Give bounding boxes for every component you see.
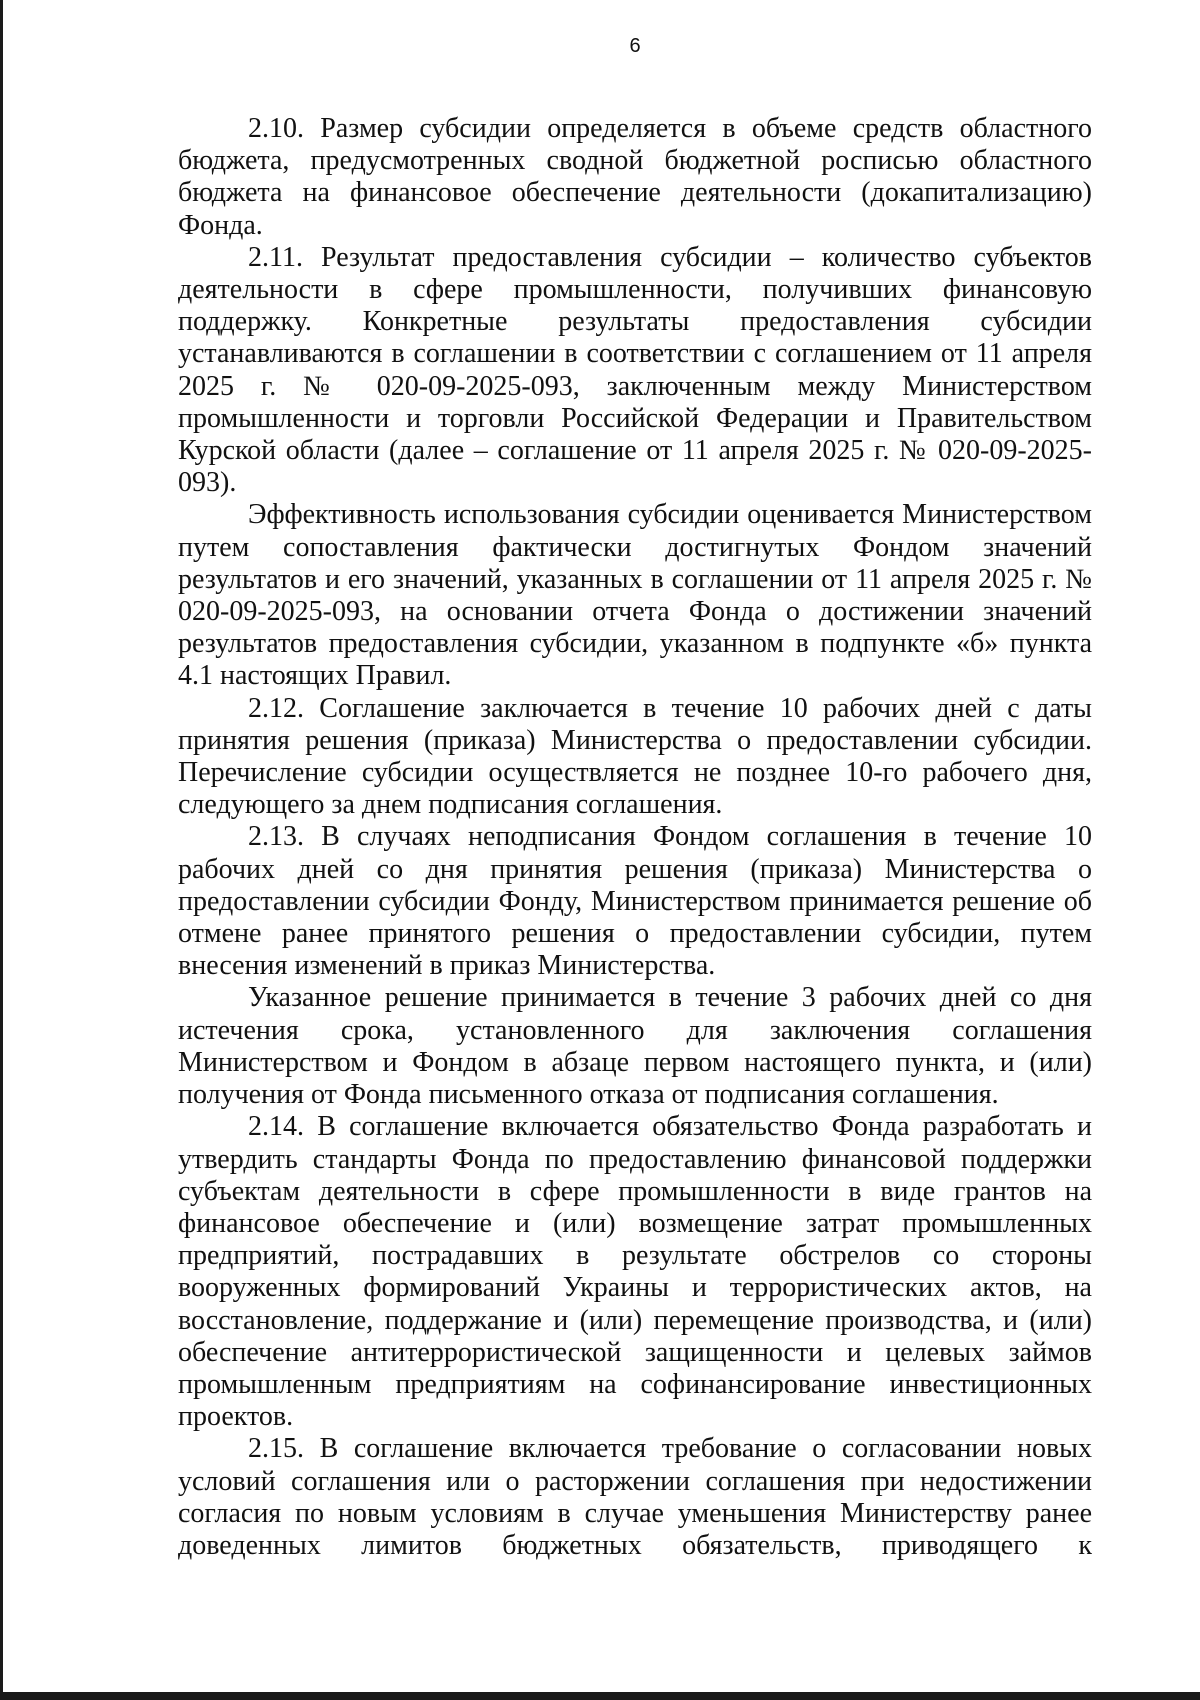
paragraph-2-14: 2.14. В соглашение включается обязательство Фонда разработать и утвердить стандарты Фонда по предоставлению финансовой поддержки субъектам деятельности в сфере промышленности в виде грантов на финансовое обеспечение и (или) возмещение затрат промышленных предприятий, пострадавших в результате обстрелов со стороны вооруженных формирований Украины и террористических актов, на восстановление, поддержание и (или) перемещение производства, и (или) обеспечение антитеррористической защищенности и целевых займов промышленным предприятиям на софинансирование инвестиционных проектов. xyxy=(178,1111,1092,1433)
paragraph-2-15: 2.15. В соглашение включается требование о согласовании новых условий соглашения или о расторжении соглашения при недостижении согласия по новым условиям в случае уменьшения Министерству ранее доведенных лимитов бюджетных обязательств, приводящего к xyxy=(178,1433,1092,1561)
paragraph-2-10: 2.10. Размер субсидии определяется в объеме средств областного бюджета, предусмотренных сводной бюджетной росписью областного бюджета на финансовое обеспечение деятельности (докапитализацию) Фонда. xyxy=(178,113,1092,241)
paragraph-2-11-efficiency: Эффективность использования субсидии оценивается Министерством путем сопоставления фактически достигнутых Фондом значений результатов и его значений, указанных в соглашении от 11 апреля 2025 г. № 020-09-2025-093, на основании отчета Фонда о достижении значений результатов предоставления субсидии, указанном в подпункте «б» пункта 4.1 настоящих Правил. xyxy=(178,499,1092,692)
paragraph-2-13: 2.13. В случаях неподписания Фондом соглашения в течение 10 рабочих дней со дня принятия решения (приказа) Министерства о предоставлении субсидии Фонду, Министерством принимается решение об отмене ранее принятого решения о предоставлении субсидии, путем внесения изменений в приказ Министерства. xyxy=(178,821,1092,982)
scan-edge-bottom xyxy=(0,1692,1200,1700)
paragraph-2-11: 2.11. Результат предоставления субсидии – количество субъектов деятельности в сфере промышленности, получивших финансовую поддержку. Конкретные результаты предоставления субсидии устанавливаются в соглашении в соответствии с соглашением от 11 апреля 2025 г. № 020-09-2025-093, заключенным между Министерством промышленности и торговли Российской Федерации и Правительством Курской области (далее – соглашение от 11 апреля 2025 г. № 020-09-2025-093). xyxy=(178,241,1092,499)
paragraph-2-13-decision: Указанное решение принимается в течение 3 рабочих дней со дня истечения срока, установленного для заключения соглашения Министерством и Фондом в абзаце первом настоящего пункта, и (или) получения от Фонда письменного отказа от подписания соглашения. xyxy=(178,982,1092,1111)
page-number: 6 xyxy=(629,35,641,57)
scan-edge-left xyxy=(0,0,3,1700)
paragraph-2-12: 2.12. Соглашение заключается в течение 10 рабочих дней с даты принятия решения (приказа) Министерства о предоставлении субсидии. Перечисление субсидии осуществляется не позднее 10-го рабочего дня, следующего за днем подписания соглашения. xyxy=(178,692,1092,821)
document-body xyxy=(178,113,1092,1562)
